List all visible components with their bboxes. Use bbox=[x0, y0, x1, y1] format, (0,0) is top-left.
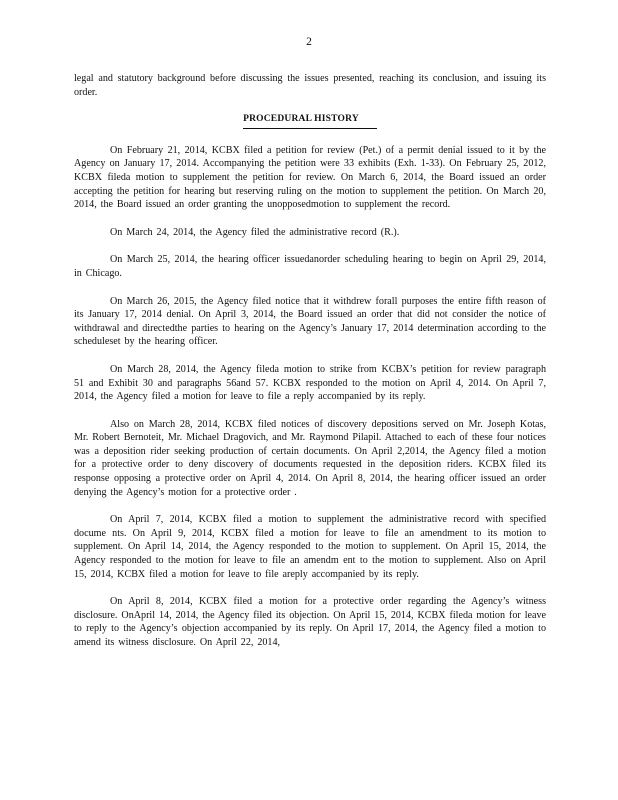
paragraph-petition-filed: On February 21, 2014, KCBX filed a petition for review (Pet.) of a permit denial issued to it by the Agency on January 17, 2014. Accompanying the petition were 33 exhibits (Exh. 1-33). On February 25, 2012, KCBX fileda motion to supplement the petition for review. On March 6, 2014, the Board issued an order accepting the petition for hearing but reserving ruling on the motion to supplement the petition. On March 20, 2014, the Board issued an order granting the unopposedmotion to supplement the record. bbox=[74, 144, 546, 211]
paragraph-administrative-record: On March 24, 2014, the Agency filed the administrative record (R.). bbox=[110, 226, 400, 238]
paragraph-discovery-depositions: Also on March 28, 2014, KCBX filed notices of discovery depositions served on Mr. Joseph Kotas, Mr. Robert Bernoteit, Mr. Michael Dragovich, and Mr. Raymond Pilapil. Attached to each of these four notices was a deposition rider seeking production of certain documents. On April 2,2014, the Agency filed a motion for a protective order to deny discovery of documents requested in the deposition riders. KCBX filed its response opposing a protective order on April 4, 2014. On April 8, 2014, the hearing officer issued an order denying the Agency’s motion for a protective order . bbox=[74, 418, 546, 498]
section-heading-text: PROCEDURAL HISTORY bbox=[243, 113, 377, 129]
section-heading bbox=[74, 113, 546, 129]
page-number: 2 bbox=[306, 36, 312, 48]
document-body bbox=[74, 72, 546, 664]
paragraph-hearing-scheduled: On March 25, 2014, the hearing officer issuedanorder scheduling hearing to begin on April 29, 2014, in Chicago. bbox=[74, 254, 546, 279]
intro-paragraph: legal and statutory background before discussing the issues presented, reaching its conclusion, and issuing its order. bbox=[74, 73, 546, 98]
paragraph-witness-disclosure: On April 8, 2014, KCBX filed a motion for a protective order regarding the Agency’s witness disclosure. OnApril 14, 2014, the Agency filed its objection. On April 15, 2014, KCBX fileda motion for leave to reply to the Agency’s objection accompanied by its reply. On April 17, 2014, the Agency filed a motion to amend its witness disclosure. On April 22, 2014, bbox=[74, 596, 546, 648]
paragraph-motion-to-strike: On March 28, 2014, the Agency fileda motion to strike from KCBX’s petition for review paragraph 51 and Exhibit 30 and paragraphs 56and 57. KCBX responded to the motion on April 4, 2014. On April 7, 2014, the Agency filed a motion for leave to file a reply accompanied by its reply. bbox=[74, 363, 546, 403]
paragraph-withdrawal-notice: On March 26, 2015, the Agency filed notice that it withdrew forall purposes the entire fifth reason of its January 17, 2014 denial. On April 3, 2014, the Board issued an order that did not consider the notice of withdrawal and directedthe parties to hearing on the Agency’s January 17, 2014 determination according to the scheduleset by the hearing officer. bbox=[74, 295, 546, 348]
paragraph-motion-to-supplement: On April 7, 2014, KCBX filed a motion to supplement the administrative record with specified docume nts. On April 9, 2014, KCBX filed a motion for leave to file an amendment to its motion to supplement. On April 14, 2014, the Agency responded to the motion to supplement. On April 15, 2014, the Agency responded to the motion for leave to file an amendm ent to the motion to supplement. Also on April 15, 2014, KCBX filed a motion for leave to file areply accompanied by its reply. bbox=[74, 514, 546, 580]
